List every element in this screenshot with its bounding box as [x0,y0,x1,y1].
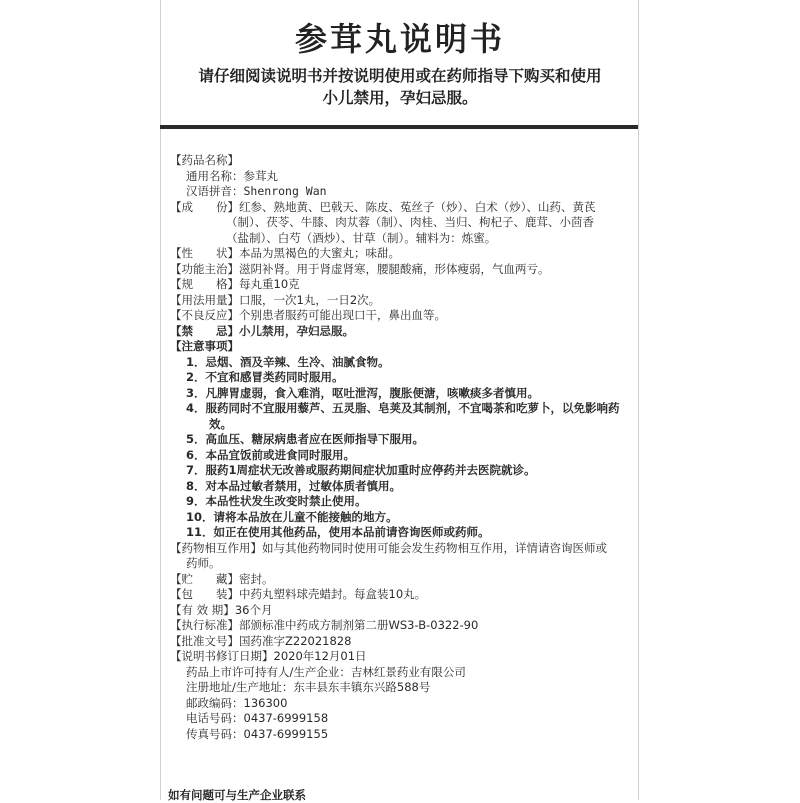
validity-row [170,603,640,619]
interactions-text-1: 如与其他药物同时使用可能会发生药物相互作用，详情请咨询医师或 [262,540,607,555]
company-address: 注册地址/生产地址：东丰县东丰镇东兴路588号 [186,680,431,694]
dosage-label: 【用法用量】 [170,292,239,307]
package-label: 【包 装】 [170,587,239,601]
indications-label: 【功能主治】 [170,261,239,276]
footer-contact-note: 如有问题可与生产企业联系 [168,788,306,802]
contraindications-text: 小儿禁用，孕妇忌服。 [239,323,354,338]
specification-text: 每丸重10克 [239,277,300,291]
contraindications-row [170,324,640,340]
validity-label: 【有 效 期】 [170,602,235,617]
dosage-row [170,293,640,309]
validity-text: 36个月 [234,602,273,617]
precaution-item: 6．本品宜饭前或进食同时服用。 [186,447,355,462]
company-phone: 电话号码：0437-6999158 [186,711,329,725]
storage-row [170,572,640,588]
warning-line-2: 小儿禁用，孕妇忌服。 [322,89,478,107]
interactions-text-2: 药师。 [186,556,221,570]
properties-label: 【性 状】 [170,246,239,260]
company-holder: 药品上市许可持有人/生产企业：吉林红景药业有限公司 [186,664,466,679]
storage-label: 【贮 藏】 [170,571,239,586]
precaution-item: 5．高血压、糖尿病患者应在医师指导下服用。 [186,432,424,446]
indications-row [170,262,640,278]
precaution-item: 11．如正在使用其他药品，使用本品前请咨询医师或药师。 [186,525,490,539]
specification-row [170,277,640,293]
ingredients-line-2: （制）、茯苓、牛膝、肉苁蓉（制）、肉桂、当归、枸杞子、鹿茸、小茴香 [226,215,594,229]
revision-row [170,649,640,665]
precaution-item: 7．服药1周症状无改善或服药期间症状加重时应停药并去医院就诊。 [186,463,536,477]
contraindications-label: 【禁 忌】 [170,323,239,338]
adverse-text: 个别患者服药可能出现口干，鼻出血等。 [239,308,446,322]
specification-label: 【规 格】 [170,277,239,291]
precautions-header: 【注意事项】 [170,339,239,353]
standard-text: 部颁标准中药成方制剂第二册WS3-B-0322-90 [239,618,479,632]
ingredients-line-3: （盐制）、白芍（酒炒）、甘草（制）。辅料为：炼蜜。 [226,230,497,245]
warning-line-1: 请仔细阅读说明书并按说明使用或在药师指导下购买和使用 [198,67,602,85]
drug-name-header: 【药品名称】 [170,153,239,167]
adverse-label: 【不良反应】 [170,308,239,322]
pinyin-value: Shenrong Wan [243,184,327,198]
pinyin-label: 汉语拼音： [186,184,244,198]
package-text: 中药丸塑料球壳蜡封。每盒装10丸。 [239,587,427,601]
standard-row [170,618,640,634]
precaution-item: 效。 [186,416,232,431]
properties-row [170,246,640,262]
precaution-item: 1．忌烟、酒及辛辣、生冷、油腻食物。 [186,354,390,369]
approval-label: 【批准文号】 [170,633,239,648]
adverse-row [170,308,640,324]
package-row [170,587,640,603]
interactions-label: 【药物相互作用】 [170,540,262,555]
interactions-row [170,541,640,557]
leaflet-body [170,153,640,742]
standard-label: 【执行标准】 [170,618,239,632]
company-fax: 传真号码：0437-6999155 [186,726,329,741]
dosage-text: 口服，一次1丸，一日2次。 [239,292,381,307]
precaution-item: 8．对本品过敏者禁用，过敏体质者慎用。 [186,478,401,493]
precaution-item: 2．不宜和感冒类药同时服用。 [186,370,344,384]
ingredients-line-1 [170,200,640,216]
precaution-item: 4．服药同时不宜服用藜芦、五灵脂、皂荚及其制剂，不宜喝茶和吃萝卜，以免影响药 [186,401,620,415]
precaution-item: 3．凡脾胃虚弱，食入难消，呕吐泄泻，腹胀便溏，咳嗽痰多者慎用。 [186,385,539,400]
precaution-item: 9．本品性状发生改变时禁止使用。 [186,494,367,508]
revision-label: 【说明书修订日期】 [170,649,274,663]
company-postcode: 邮政编码：136300 [186,695,288,710]
indications-text: 滋阴补肾。用于肾虚肾寒，腰腿酸痛，形体瘦弱，气血两亏。 [239,261,550,276]
precaution-item: 10．请将本品放在儿童不能接触的地方。 [186,509,398,524]
storage-text: 密封。 [239,571,274,586]
pinyin-name [170,184,640,200]
document-title: 参茸丸说明书 [294,20,505,58]
approval-text: 国药准字Z22021828 [239,633,352,648]
ingredients-text-1: 红参、熟地黄、巴戟天、陈皮、菟丝子（炒）、白术（炒）、山药、黄芪 [239,199,596,214]
revision-text: 2020年12月01日 [273,649,367,663]
ingredients-label: 【成 份】 [170,199,239,214]
approval-row [170,634,640,650]
common-name: 通用名称：参茸丸 [186,168,278,183]
page-border-left [160,0,161,800]
title-divider [160,125,638,129]
properties-text: 本品为黑褐色的大蜜丸；味甜。 [239,246,400,260]
